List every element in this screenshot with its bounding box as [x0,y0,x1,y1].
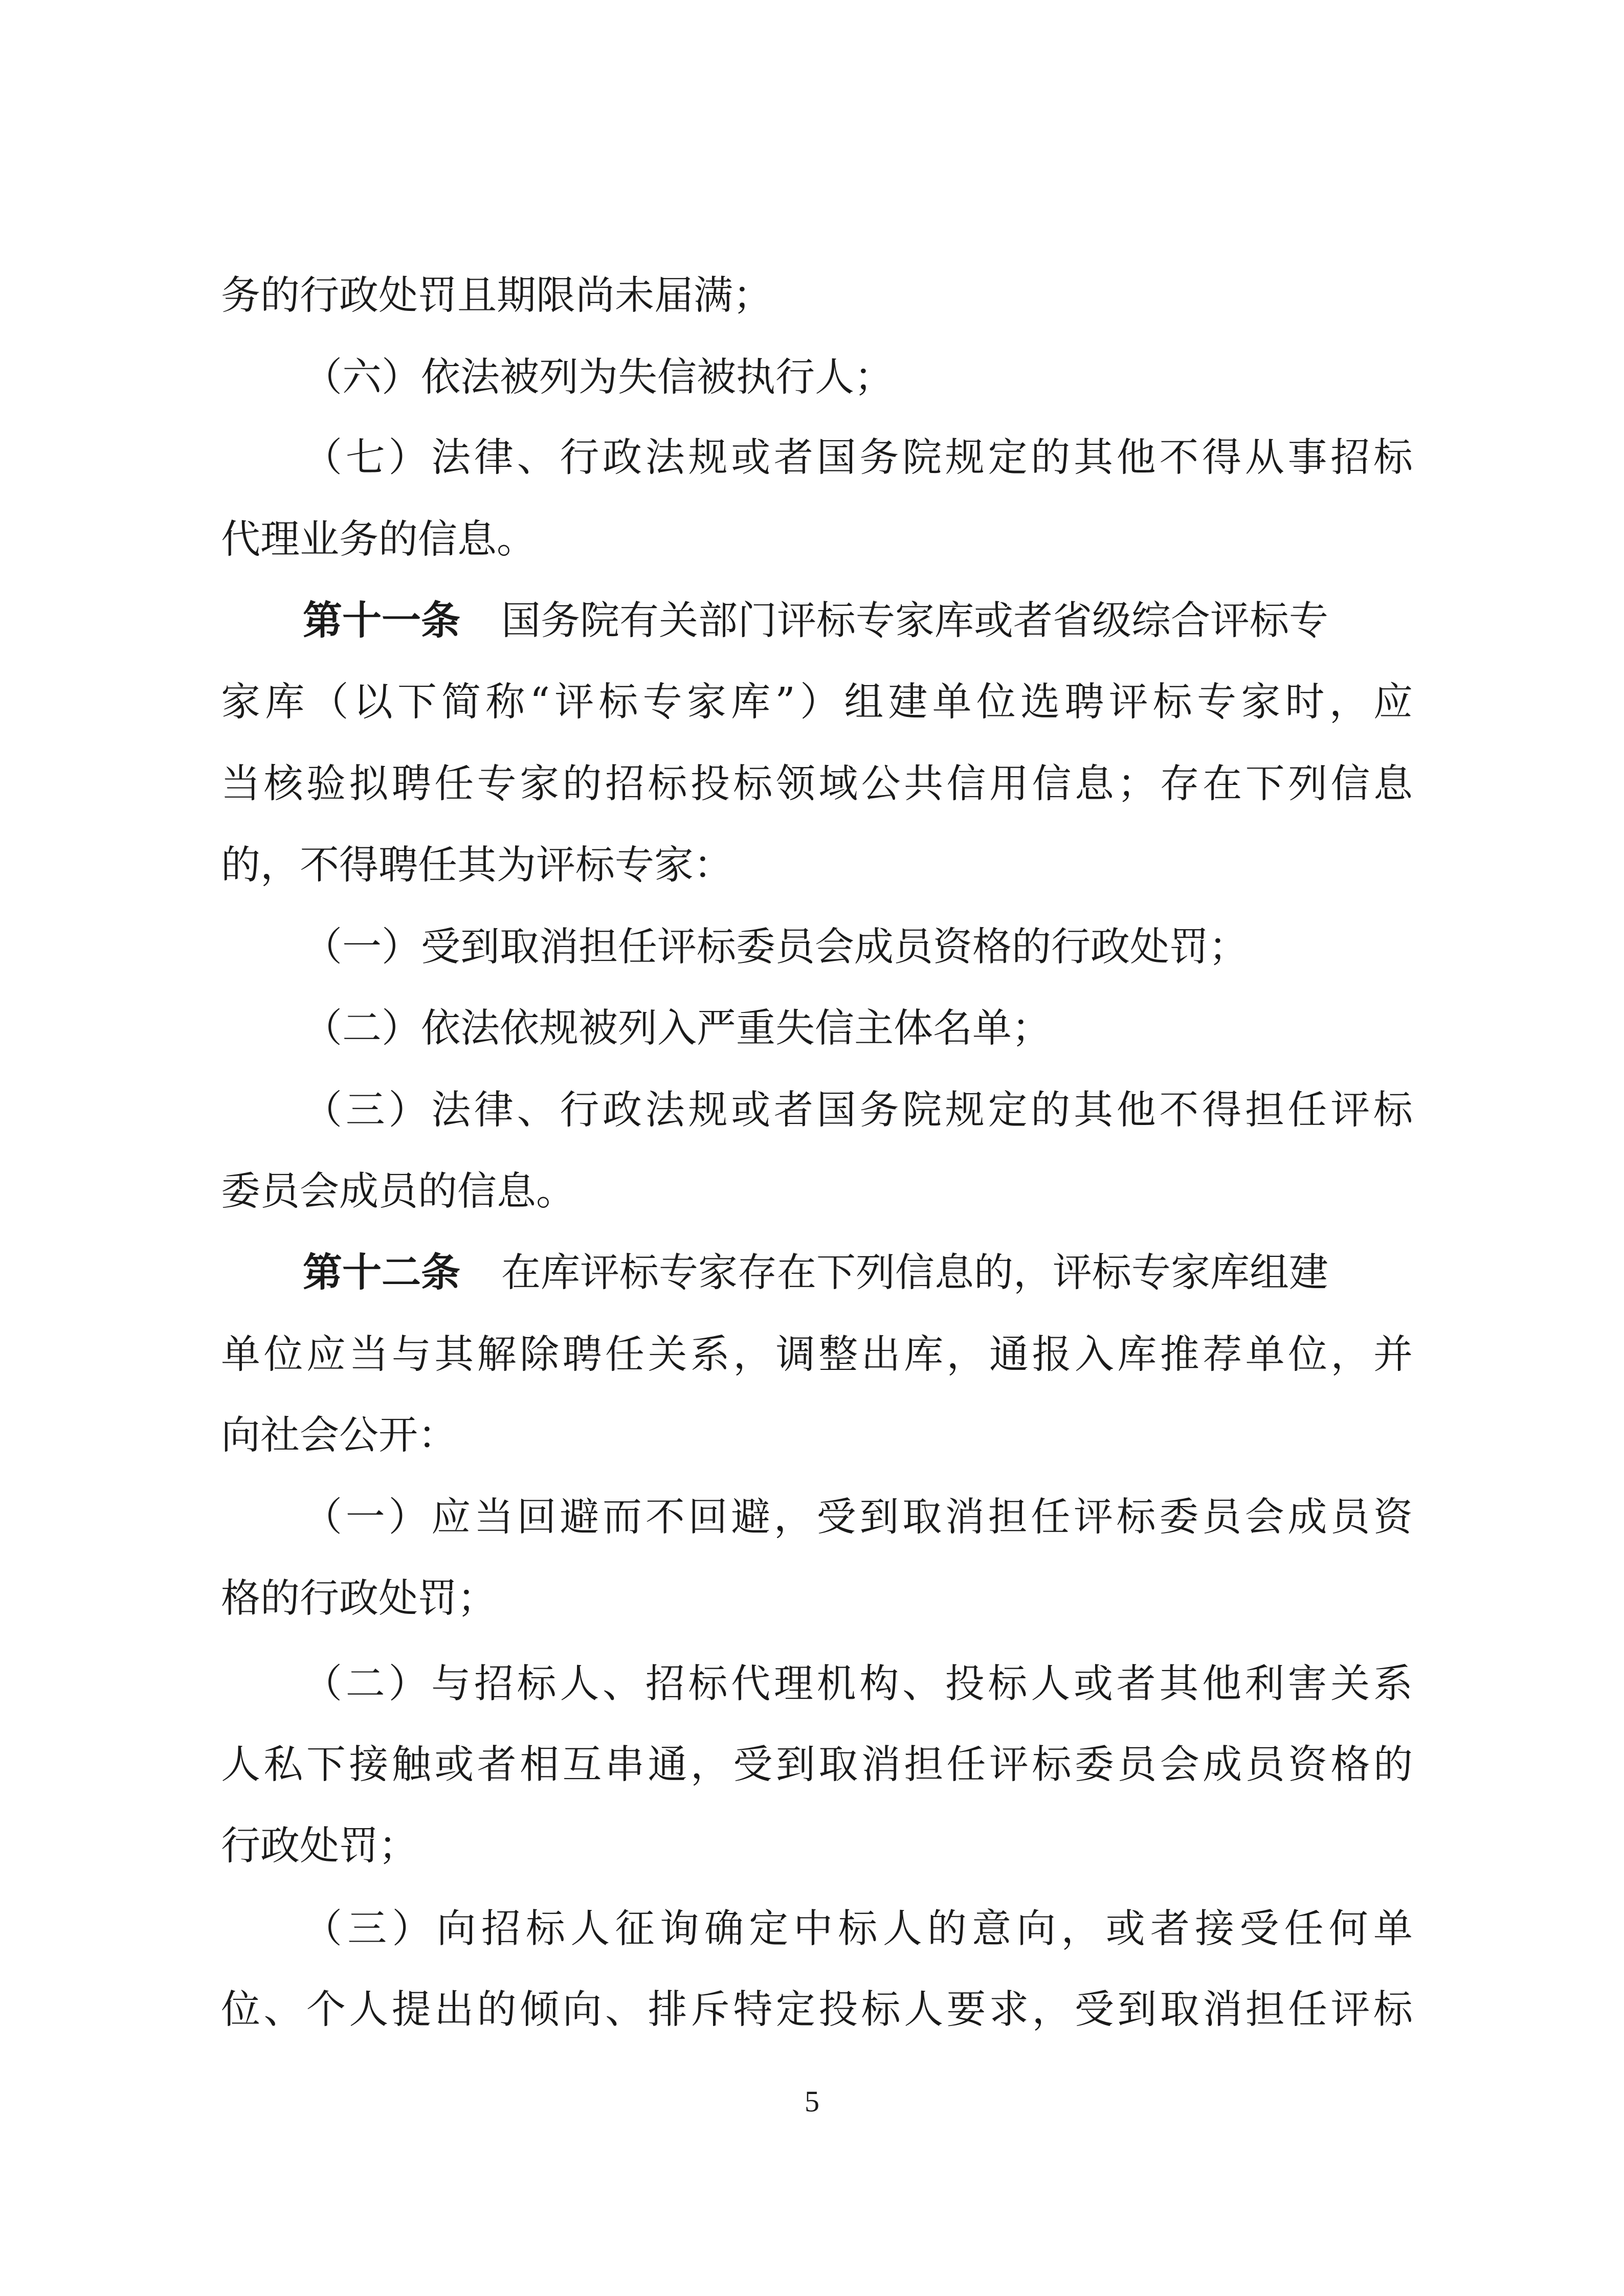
line-text: （六）依法被列为失信被执行人； [303,354,894,400]
line-text: 向社会公开： [221,1413,457,1458]
list-item-2 [303,998,1413,1060]
list-item-3 [303,1899,1413,1960]
article-number: 第十一条 [303,598,460,644]
line-text: 行政处罚； [221,1823,418,1869]
text-line [221,672,1413,733]
text-line [221,835,1413,896]
line-text: 格的行政处罚； [221,1575,497,1622]
text-line [221,1405,1413,1467]
article-11-heading-line [303,591,1413,652]
list-item-1 [303,1487,1413,1548]
line-text: 委员会成员的信息。 [221,1169,575,1214]
article-12-heading-line [303,1243,1413,1304]
line-text: 单位应当与其解除聘任关系，调整出库，通报入库推荐单位，并 [221,1332,1413,1378]
line-text: 国务院有关部门评标专家库或者省级综合评标专 [501,598,1328,644]
text-line [221,1568,1413,1630]
line-text: 当核验拟聘任专家的招标投标领域公共信用信息；存在下列信息 [221,761,1413,807]
line-text: （一）受到取消担任评标委员会成员资格的行政处罚； [303,925,1248,971]
page-number: 5 [805,2085,819,2118]
text-line [221,1735,1413,1796]
text-line [221,509,1413,571]
text-line [221,265,1413,327]
list-item-2 [303,1654,1413,1715]
text-line [221,1979,1413,2041]
line-text: 务的行政处罚且期限尚未届满； [221,273,772,319]
line-text: （三）向招标人征询确定中标人的意向，或者接受任何单 [303,1906,1413,1952]
text-line [221,1161,1413,1223]
line-text: （一）应当回避而不回避，受到取消担任评标委员会成员资 [303,1495,1413,1541]
text-line [221,1816,1413,1877]
article-number: 第十二条 [303,1250,460,1296]
line-text: 代理业务的信息。 [221,516,536,562]
line-text: 位、个人提出的倾向、排斥特定投标人要求，受到取消担任评标 [221,1987,1413,2033]
line-text: 家库（以下简称“评标专家库”）组建单位选聘评标专家时，应 [221,680,1413,726]
line-text: 人私下接触或者相互串通，受到取消担任评标委员会成员资格的 [221,1742,1413,1788]
line-text: （七）法律、行政法规或者国务院规定的其他不得从事招标 [303,435,1413,481]
list-item-6 [303,347,1413,409]
list-item-7 [303,427,1413,489]
line-text: （二）依法依规被列入严重失信主体名单； [303,1006,1051,1052]
list-item-1 [303,917,1413,978]
text-line [221,1324,1413,1386]
list-item-3 [303,1080,1413,1141]
line-text: 在库评标专家存在下列信息的，评标专家库组建 [501,1250,1328,1296]
line-text: （三）法律、行政法规或者国务院规定的其他不得担任评标 [303,1087,1413,1133]
line-text: 的，不得聘任其为评标专家： [221,842,733,888]
line-text: （二）与招标人、招标代理机构、投标人或者其他利害关系 [303,1661,1413,1707]
text-line [221,754,1413,815]
